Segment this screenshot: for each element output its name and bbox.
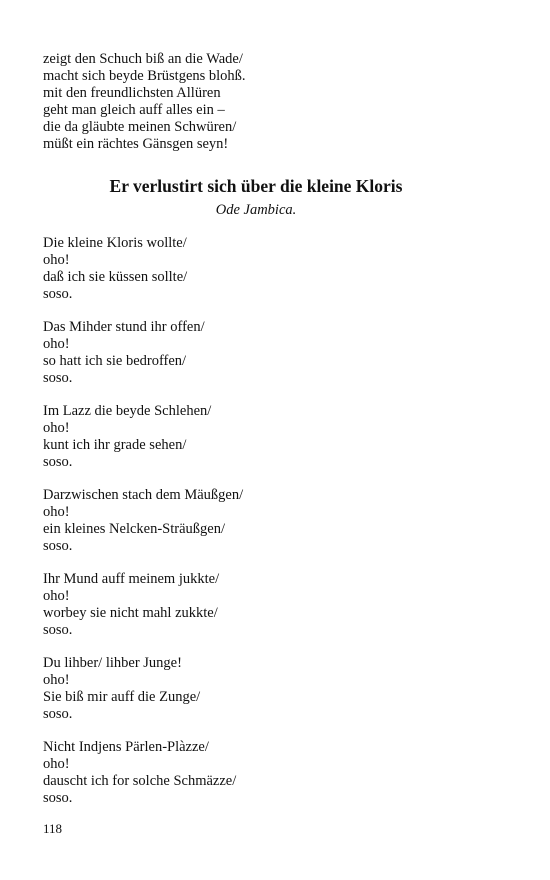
- verse-line: die da gläubte meinen Schwüren/: [43, 118, 237, 135]
- verse-line: zeigt den Schuch biß an die Wade/: [43, 51, 243, 67]
- verse-line: soso.: [43, 705, 73, 722]
- verse-line: Ihr Mund auff meinem jukkte/: [43, 571, 220, 587]
- verse-line: Du lihber/ lihber Junge!: [43, 655, 182, 671]
- verse-line: Sie biß mir auff die Zunge/: [43, 688, 201, 705]
- verse-line: Das Mihder stund ihr offen/: [43, 319, 205, 335]
- verse-line: müßt ein rächtes Gänsgen seyn!: [43, 135, 229, 152]
- intro-stanza: [43, 51, 513, 152]
- stanza: [43, 739, 513, 807]
- verse-line: soso.: [43, 621, 73, 638]
- verse-line: kunt ich ihr grade sehen/: [43, 436, 187, 453]
- verse-line: oho!: [43, 503, 70, 520]
- verse-line: soso.: [43, 453, 73, 470]
- verse-line: soso.: [43, 369, 73, 386]
- verse-line: macht sich beyde Brüstgens blohß.: [43, 67, 246, 84]
- stanza: [43, 487, 513, 555]
- verse-line: worbey sie nicht mahl zukkte/: [43, 604, 218, 621]
- verse-line: oho!: [43, 419, 70, 436]
- verse-line: so hatt ich sie bedroffen/: [43, 352, 187, 369]
- verse-line: Die kleine Kloris wollte/: [43, 235, 187, 251]
- verse-line: Im Lazz die beyde Schlehen/: [43, 403, 212, 419]
- stanza: [43, 235, 513, 303]
- poem-title: Er verlustirt sich über die kleine Kloris: [109, 176, 403, 196]
- verse-line: daß ich sie küssen sollte/: [43, 268, 188, 285]
- page-number: 118: [43, 821, 63, 836]
- verse-line: mit den freundlichsten Allüren: [43, 84, 221, 101]
- poem-subtitle: Ode Jambica.: [215, 202, 297, 218]
- verse-line: dauscht ich for solche Schmäzze/: [43, 772, 237, 789]
- verse-line: oho!: [43, 587, 70, 604]
- verse-line: soso.: [43, 537, 73, 554]
- verse-line: soso.: [43, 789, 73, 806]
- verse-line: oho!: [43, 251, 70, 268]
- verse-line: oho!: [43, 755, 70, 772]
- verse-line: Darzwischen stach dem Mäußgen/: [43, 487, 244, 503]
- verse-line: ein kleines Nelcken-Sträußgen/: [43, 520, 225, 537]
- verse-line: geht man gleich auff alles ein –: [43, 101, 225, 118]
- stanza: [43, 655, 513, 723]
- stanza: [43, 571, 513, 639]
- verse-line: oho!: [43, 335, 70, 352]
- stanza: [43, 319, 513, 387]
- stanza: [43, 403, 513, 471]
- verse-line: soso.: [43, 285, 73, 302]
- verse-line: oho!: [43, 671, 70, 688]
- verse-line: Nicht Indjens Pärlen-Plàzze/: [43, 739, 209, 755]
